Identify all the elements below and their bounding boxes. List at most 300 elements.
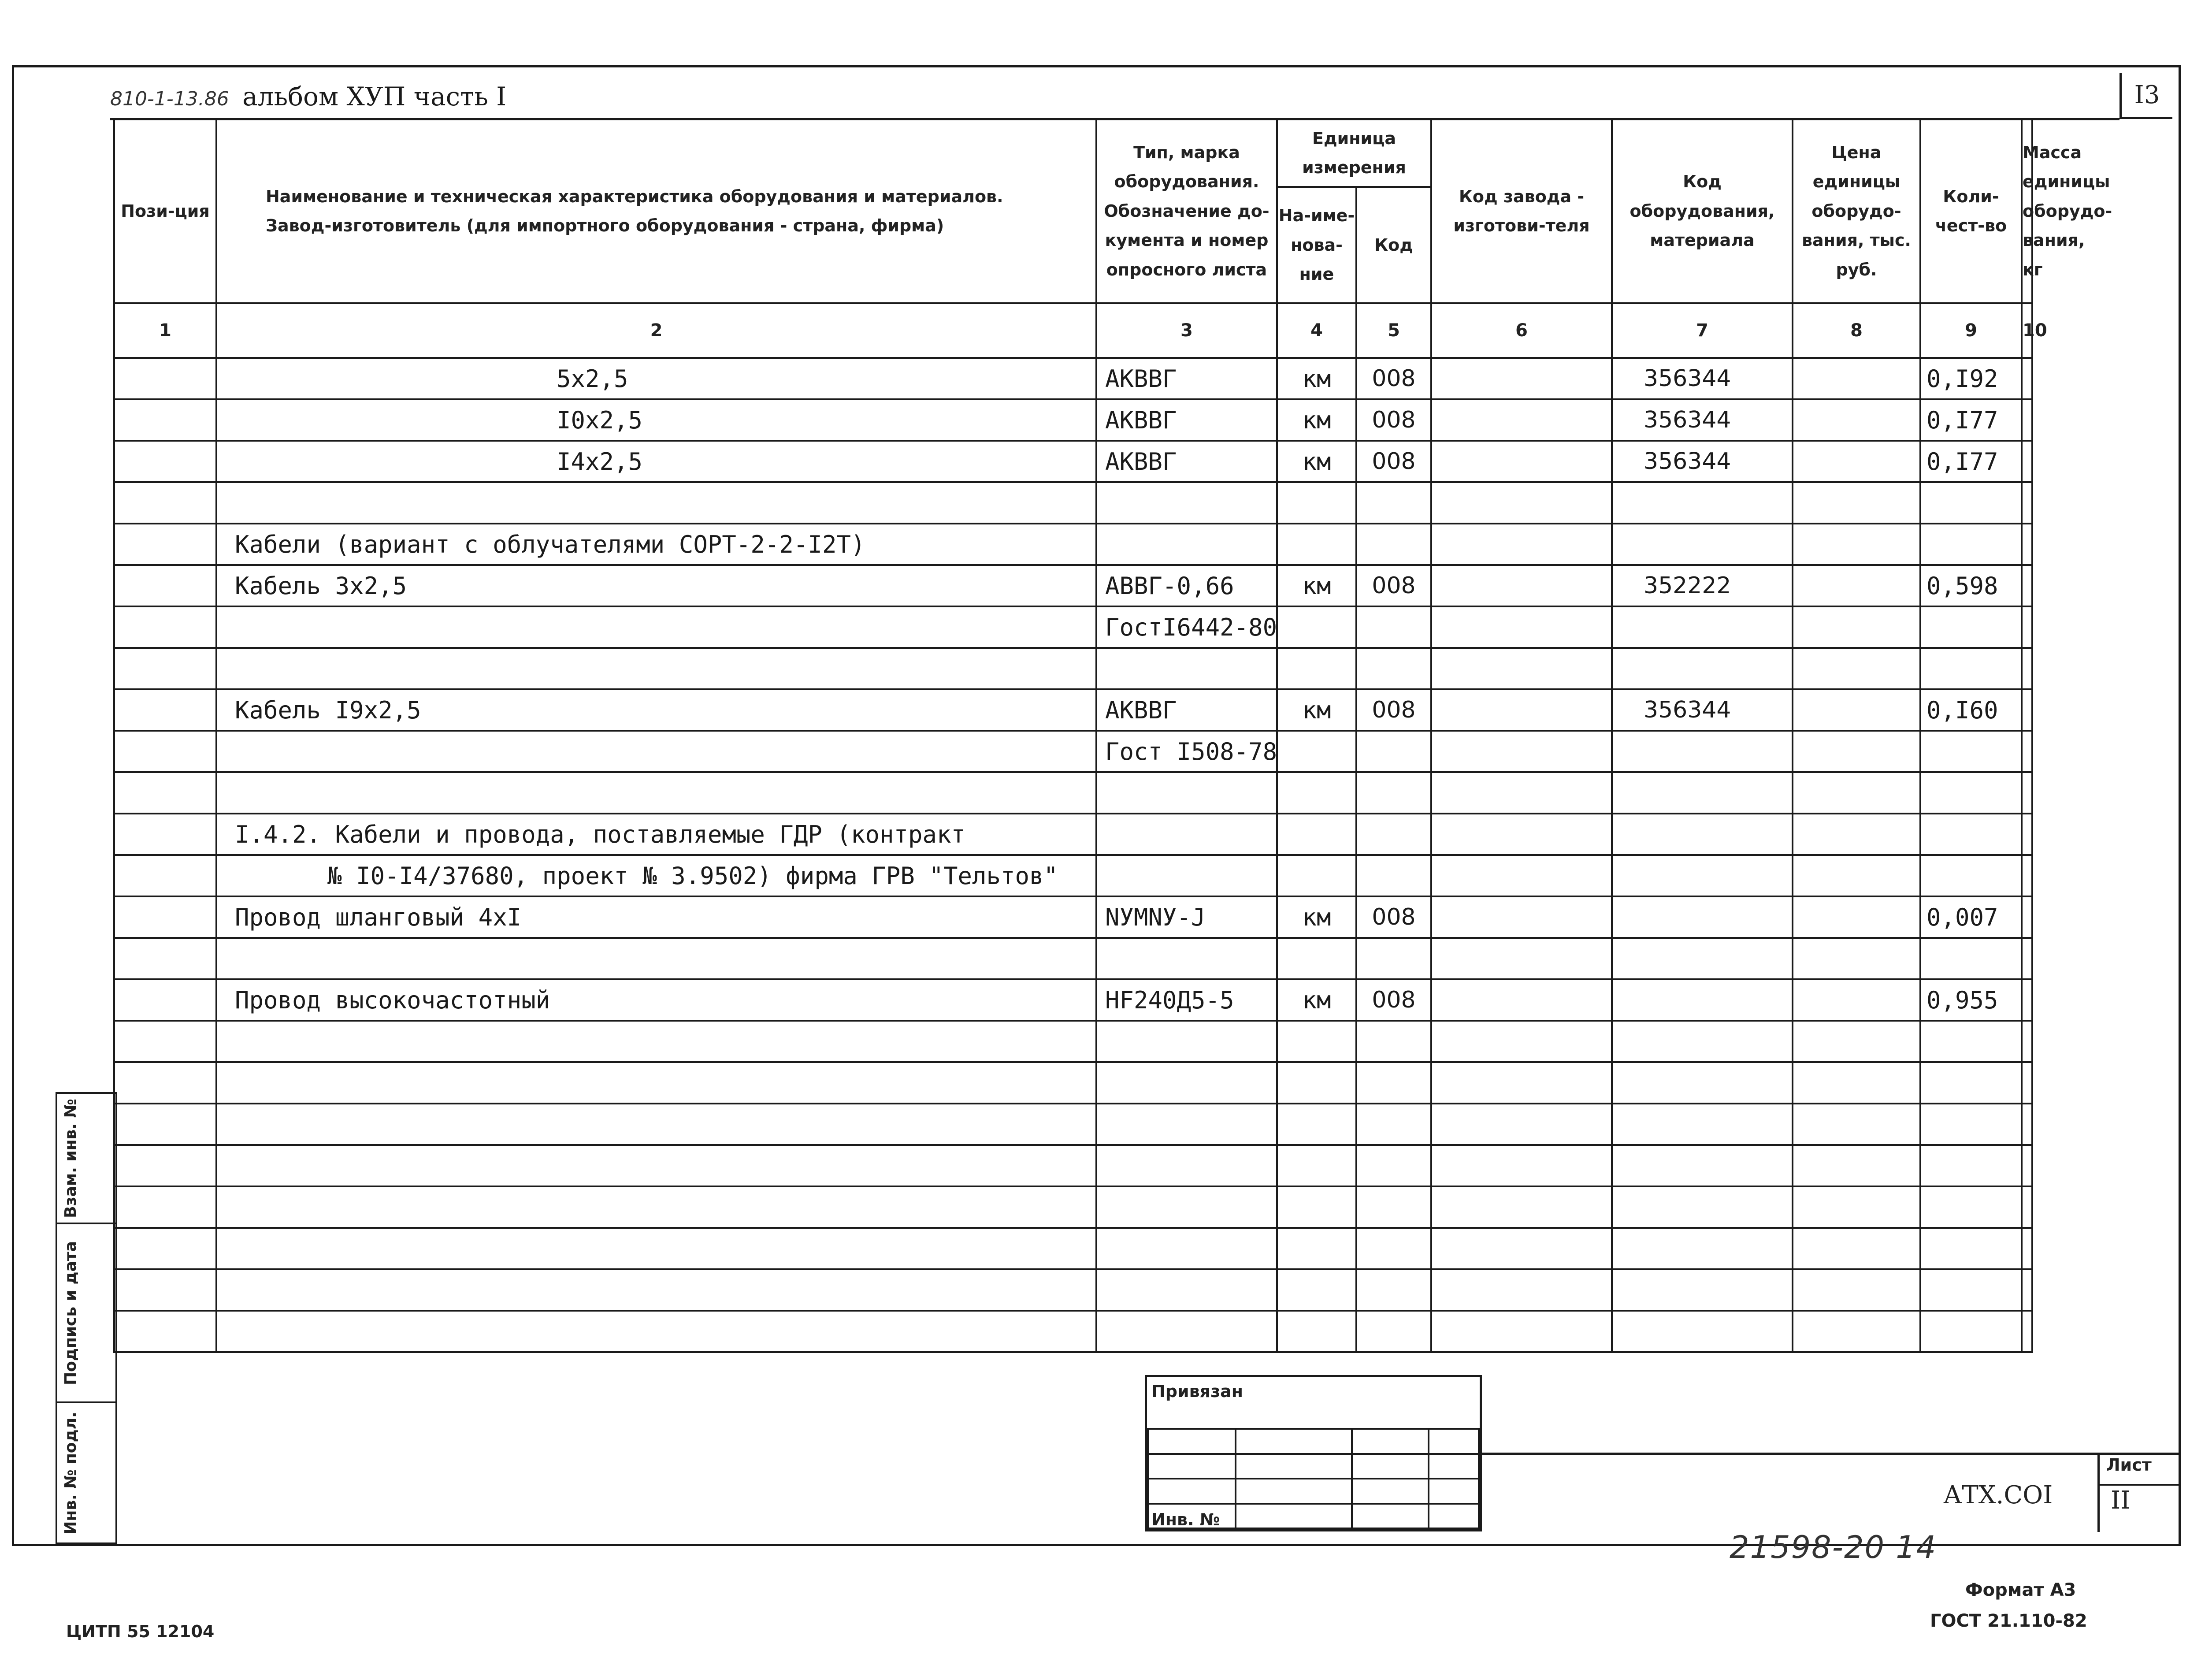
cell-material (1612, 1311, 1793, 1352)
cell-type (1096, 524, 1277, 565)
cell-factory (1431, 565, 1612, 606)
cell-mass (2022, 896, 2032, 938)
cell-qty (1920, 731, 2022, 772)
cell-price (1793, 979, 1920, 1021)
cell-price (1793, 606, 1920, 648)
cell-price (1793, 814, 1920, 855)
cell-pos (114, 441, 216, 482)
col-number: 3 (1096, 303, 1277, 358)
cell-material (1612, 1228, 1793, 1269)
cell-unit (1277, 1311, 1356, 1352)
cell-qty (1920, 938, 2022, 979)
cell-pos (114, 1145, 216, 1186)
cell-factory (1431, 772, 1612, 814)
cell-code (1356, 524, 1431, 565)
cell-mass (2022, 524, 2032, 565)
cell-mass (2022, 565, 2032, 606)
cell-mass (2022, 1228, 2032, 1269)
cell-type: АКВВГ (1096, 399, 1277, 441)
cell-code (1356, 731, 1431, 772)
cell-type (1096, 814, 1277, 855)
cell-name (216, 731, 1096, 772)
cell-pos (114, 524, 216, 565)
cell-code: 008 (1356, 896, 1431, 938)
cell-material (1612, 814, 1793, 855)
cell-code (1356, 1311, 1431, 1352)
cell-name: Кабель 3x2,5 (216, 565, 1096, 606)
col-head-unit-code: Код (1356, 187, 1431, 303)
column-number-row (114, 303, 2032, 358)
table-row (114, 1311, 2032, 1352)
cell-material (1612, 1021, 1793, 1062)
format-label: Формат А3 (1965, 1580, 2076, 1600)
cell-factory (1431, 524, 1612, 565)
cell-pos (114, 731, 216, 772)
table-row (114, 896, 2032, 938)
table-row (114, 1269, 2032, 1311)
table-row (114, 606, 2032, 648)
cell-code (1356, 606, 1431, 648)
cell-mass (2022, 358, 2032, 399)
cell-name (216, 1311, 1096, 1352)
cell-type (1096, 1104, 1277, 1145)
col-head-name (216, 119, 1096, 303)
cell-type (1096, 938, 1277, 979)
binding-inv-label: Инв. № (1151, 1510, 1220, 1529)
cell-pos (114, 1186, 216, 1228)
cell-type (1096, 772, 1277, 814)
cell-type: АКВВГ (1096, 441, 1277, 482)
cell-mass (2022, 1021, 2032, 1062)
cell-mass (2022, 1269, 2032, 1311)
cell-type: HF240Д5-5 (1096, 979, 1277, 1021)
cell-unit (1277, 938, 1356, 979)
cell-unit (1277, 648, 1356, 689)
cell-mass (2022, 399, 2032, 441)
cell-pos (114, 1021, 216, 1062)
cell-factory (1431, 482, 1612, 524)
cell-name (216, 482, 1096, 524)
cell-name (216, 606, 1096, 648)
table-row (114, 565, 2032, 606)
cell-factory (1431, 1062, 1612, 1104)
table-row (114, 482, 2032, 524)
cell-type: АКВВГ (1096, 689, 1277, 731)
cell-code (1356, 1186, 1431, 1228)
cell-price (1793, 731, 1920, 772)
cell-unit (1277, 855, 1356, 896)
cell-name (216, 1269, 1096, 1311)
table-row (114, 399, 2032, 441)
cell-type: АВВГ-0,66 (1096, 565, 1277, 606)
side-label-inv-podl: Инв. № подл. (61, 1411, 80, 1535)
page-stamp-number: I3 (2119, 73, 2172, 119)
header-row-1 (114, 119, 2032, 187)
table-row (114, 772, 2032, 814)
cell-type: Гост I508-78 (1096, 731, 1277, 772)
cell-pos (114, 1311, 216, 1352)
cell-pos (114, 855, 216, 896)
cell-factory (1431, 399, 1612, 441)
cell-factory (1431, 1104, 1612, 1145)
cell-price (1793, 1186, 1920, 1228)
cell-code: 008 (1356, 358, 1431, 399)
cell-unit: км (1277, 979, 1356, 1021)
table-row (114, 441, 2032, 482)
cell-name (216, 772, 1096, 814)
cell-qty (1920, 482, 2022, 524)
cell-name: Кабели (вариант с облучателями СОРТ-2-2-I2Т) (216, 524, 1096, 565)
cell-name: I.4.2. Кабели и провода, поставляемые ГДР (контракт (216, 814, 1096, 855)
specification-body (114, 358, 2032, 1352)
col-head-quantity: Коли-чест-во (1920, 119, 2022, 303)
table-row (114, 814, 2032, 855)
cell-type (1096, 855, 1277, 896)
col-number: 8 (1793, 303, 1920, 358)
printer-stamp: ЦИТП 55 12104 (66, 1622, 215, 1641)
cell-unit (1277, 524, 1356, 565)
cell-price (1793, 938, 1920, 979)
side-cell-vzam (56, 1092, 117, 1224)
table-row (114, 689, 2032, 731)
cell-qty (1920, 606, 2022, 648)
binding-label: Привязан (1151, 1382, 1243, 1401)
handwritten-number: 21598-20 14 (1730, 1529, 1937, 1565)
cell-factory (1431, 938, 1612, 979)
table-row (114, 1228, 2032, 1269)
cell-qty (1920, 772, 2022, 814)
cell-factory (1431, 1186, 1612, 1228)
table-row (114, 938, 2032, 979)
cell-factory (1431, 855, 1612, 896)
cell-price (1793, 1228, 1920, 1269)
cell-factory (1431, 441, 1612, 482)
cell-code (1356, 855, 1431, 896)
cell-pos (114, 648, 216, 689)
cell-qty (1920, 1269, 2022, 1311)
cell-unit (1277, 772, 1356, 814)
cell-price (1793, 1145, 1920, 1186)
cell-unit (1277, 814, 1356, 855)
cell-type (1096, 1269, 1277, 1311)
cell-code: 008 (1356, 565, 1431, 606)
cell-factory (1431, 1311, 1612, 1352)
cell-factory (1431, 648, 1612, 689)
cell-name: 5x2,5 (216, 358, 1096, 399)
cell-mass (2022, 731, 2032, 772)
cell-unit (1277, 731, 1356, 772)
cell-type (1096, 648, 1277, 689)
cell-price (1793, 855, 1920, 896)
col-number: 1 (114, 303, 216, 358)
cell-name (216, 1145, 1096, 1186)
sheet-number: II (2111, 1486, 2131, 1515)
cell-qty (1920, 1062, 2022, 1104)
cell-code (1356, 1145, 1431, 1186)
cell-mass (2022, 1145, 2032, 1186)
cell-qty (1920, 1104, 2022, 1145)
cell-unit: км (1277, 896, 1356, 938)
album-title-text: альбом ХУП часть I (242, 82, 507, 112)
cell-pos (114, 606, 216, 648)
cell-material (1612, 938, 1793, 979)
side-label-vzam-inv: Взам. инв. № (61, 1098, 80, 1218)
cell-name (216, 648, 1096, 689)
cell-qty: 0,I77 (1920, 399, 2022, 441)
cell-mass (2022, 855, 2032, 896)
cell-code: 008 (1356, 399, 1431, 441)
cell-price (1793, 358, 1920, 399)
cell-name (216, 1104, 1096, 1145)
cell-code (1356, 1269, 1431, 1311)
cell-mass (2022, 1062, 2032, 1104)
table-row (114, 648, 2032, 689)
col-number: 6 (1431, 303, 1612, 358)
cell-mass (2022, 772, 2032, 814)
cell-qty (1920, 1311, 2022, 1352)
cell-factory (1431, 731, 1612, 772)
cell-type (1096, 1145, 1277, 1186)
cell-unit (1277, 1021, 1356, 1062)
cell-qty (1920, 1145, 2022, 1186)
col-number: 10 (2022, 303, 2032, 358)
cell-material (1612, 772, 1793, 814)
cell-qty (1920, 1228, 2022, 1269)
cell-factory (1431, 689, 1612, 731)
cell-mass (2022, 1104, 2032, 1145)
cell-code: 008 (1356, 979, 1431, 1021)
cell-unit (1277, 1269, 1356, 1311)
table-row (114, 358, 2032, 399)
table-row (114, 1145, 2032, 1186)
cell-name: I0x2,5 (216, 399, 1096, 441)
cell-price (1793, 772, 1920, 814)
cell-name: Провод высокочастотный (216, 979, 1096, 1021)
cell-code (1356, 648, 1431, 689)
cell-qty: 0,I92 (1920, 358, 2022, 399)
cell-material (1612, 524, 1793, 565)
cell-unit: км (1277, 399, 1356, 441)
cell-factory (1431, 1021, 1612, 1062)
cell-mass (2022, 648, 2032, 689)
cell-qty (1920, 855, 2022, 896)
cell-material (1612, 896, 1793, 938)
cell-pos (114, 814, 216, 855)
cell-pos (114, 772, 216, 814)
col-number: 5 (1356, 303, 1431, 358)
cell-pos (114, 1104, 216, 1145)
col-head-unit-group: Единица измерения (1277, 119, 1431, 187)
cell-type: NУМNУ-J (1096, 896, 1277, 938)
cell-mass (2022, 979, 2032, 1021)
cell-pos (114, 938, 216, 979)
cell-type (1096, 1062, 1277, 1104)
cell-type (1096, 1021, 1277, 1062)
cell-price (1793, 441, 1920, 482)
cell-name (216, 1186, 1096, 1228)
col-head-unit-name: На-име-нова-ние (1277, 187, 1356, 303)
title-block-divider (1482, 1453, 2181, 1455)
binding-block (1145, 1375, 1482, 1531)
sheet-cell-divider (2097, 1484, 2181, 1486)
cell-mass (2022, 689, 2032, 731)
cell-factory (1431, 979, 1612, 1021)
cell-unit: км (1277, 358, 1356, 399)
cell-material (1612, 855, 1793, 896)
document-code: АТХ.СОI (1943, 1481, 2053, 1509)
cell-factory (1431, 606, 1612, 648)
cell-unit: км (1277, 441, 1356, 482)
col-number: 2 (216, 303, 1096, 358)
cell-qty (1920, 1021, 2022, 1062)
col-head-name-line2: Завод-изготовитель (для импортного оборудования - страна, фирма) (266, 216, 944, 235)
cell-material (1612, 979, 1793, 1021)
col-head-position: Пози-ция (114, 119, 216, 303)
cell-mass (2022, 482, 2032, 524)
cell-factory (1431, 358, 1612, 399)
album-code: 810-1-13.86 (110, 88, 229, 110)
cell-pos (114, 689, 216, 731)
cell-pos (114, 1228, 216, 1269)
col-head-type: Тип, марка оборудования. Обозначение до-кумента и номер опросного листа (1096, 119, 1277, 303)
cell-name: Провод шланговый 4xI (216, 896, 1096, 938)
cell-unit (1277, 1104, 1356, 1145)
cell-code (1356, 938, 1431, 979)
cell-mass (2022, 1311, 2032, 1352)
cell-factory (1431, 814, 1612, 855)
cell-type (1096, 1228, 1277, 1269)
cell-type (1096, 1186, 1277, 1228)
cell-code (1356, 1228, 1431, 1269)
cell-mass (2022, 938, 2032, 979)
side-stamp (56, 1092, 117, 1544)
cell-type (1096, 1311, 1277, 1352)
side-label-podpis-data: Подпись и дата (61, 1241, 80, 1385)
cell-material (1612, 1269, 1793, 1311)
side-cell-inv (56, 1401, 117, 1544)
cell-price (1793, 1311, 1920, 1352)
cell-qty (1920, 524, 2022, 565)
table-row (114, 1021, 2032, 1062)
table-row (114, 1062, 2032, 1104)
cell-code (1356, 772, 1431, 814)
cell-price (1793, 648, 1920, 689)
cell-code (1356, 1021, 1431, 1062)
cell-pos (114, 979, 216, 1021)
cell-mass (2022, 441, 2032, 482)
cell-mass (2022, 1186, 2032, 1228)
cell-name (216, 1062, 1096, 1104)
cell-qty (1920, 814, 2022, 855)
side-cell-podpis (56, 1223, 117, 1403)
cell-pos (114, 1062, 216, 1104)
cell-material (1612, 731, 1793, 772)
table-row (114, 731, 2032, 772)
cell-price (1793, 482, 1920, 524)
cell-code (1356, 814, 1431, 855)
cell-code (1356, 1062, 1431, 1104)
cell-material: 356344 (1612, 441, 1793, 482)
cell-code: 008 (1356, 441, 1431, 482)
cell-name (216, 1021, 1096, 1062)
table-row (114, 1186, 2032, 1228)
cell-qty: 0,955 (1920, 979, 2022, 1021)
cell-type (1096, 482, 1277, 524)
cell-price (1793, 896, 1920, 938)
cell-qty: 0,I77 (1920, 441, 2022, 482)
cell-unit (1277, 1228, 1356, 1269)
gost-reference: ГОСТ 21.110-82 (1930, 1611, 2087, 1631)
cell-type: ГостI6442-80 (1096, 606, 1277, 648)
cell-name: I4x2,5 (216, 441, 1096, 482)
table-row (114, 855, 2032, 896)
cell-qty: 0,598 (1920, 565, 2022, 606)
cell-type: АКВВГ (1096, 358, 1277, 399)
cell-pos (114, 482, 216, 524)
cell-unit (1277, 482, 1356, 524)
cell-material (1612, 648, 1793, 689)
cell-material (1612, 606, 1793, 648)
col-head-price: Цена единицы оборудо-вания, тыс. руб. (1793, 119, 1920, 303)
cell-price (1793, 399, 1920, 441)
cell-price (1793, 1062, 1920, 1104)
cell-code (1356, 482, 1431, 524)
table-row (114, 1104, 2032, 1145)
cell-unit: км (1277, 565, 1356, 606)
col-head-material-code: Код оборудования, материала (1612, 119, 1793, 303)
cell-material (1612, 1062, 1793, 1104)
cell-factory (1431, 896, 1612, 938)
cell-name (216, 938, 1096, 979)
cell-material (1612, 1104, 1793, 1145)
cell-qty (1920, 1186, 2022, 1228)
cell-material: 356344 (1612, 358, 1793, 399)
sheet-label: Лист (2106, 1455, 2152, 1475)
cell-material: 356344 (1612, 689, 1793, 731)
cell-factory (1431, 1145, 1612, 1186)
cell-factory (1431, 1269, 1612, 1311)
cell-material (1612, 482, 1793, 524)
cell-price (1793, 689, 1920, 731)
table-row (114, 524, 2032, 565)
cell-name (216, 1228, 1096, 1269)
cell-name: Кабель I9x2,5 (216, 689, 1096, 731)
cell-factory (1431, 1228, 1612, 1269)
cell-price (1793, 1021, 1920, 1062)
cell-mass (2022, 814, 2032, 855)
cell-name: № I0-I4/37680, проект № 3.9502) фирма ГРВ "Тельтов" (216, 855, 1096, 896)
cell-material: 356344 (1612, 399, 1793, 441)
cell-price (1793, 1269, 1920, 1311)
cell-unit (1277, 1186, 1356, 1228)
col-head-name-line1: Наименование и техническая характеристика оборудования и материалов. (266, 186, 1003, 206)
cell-price (1793, 524, 1920, 565)
cell-qty (1920, 648, 2022, 689)
col-number: 9 (1920, 303, 2022, 358)
cell-qty: 0,007 (1920, 896, 2022, 938)
cell-unit (1277, 606, 1356, 648)
cell-qty: 0,I60 (1920, 689, 2022, 731)
cell-unit (1277, 1145, 1356, 1186)
cell-price (1793, 1104, 1920, 1145)
cell-pos (114, 358, 216, 399)
cell-mass (2022, 606, 2032, 648)
cell-unit: км (1277, 689, 1356, 731)
col-number: 7 (1612, 303, 1793, 358)
col-head-factory-code: Код завода - изготови-теля (1431, 119, 1612, 303)
cell-material (1612, 1145, 1793, 1186)
specification-table (113, 118, 2112, 1353)
